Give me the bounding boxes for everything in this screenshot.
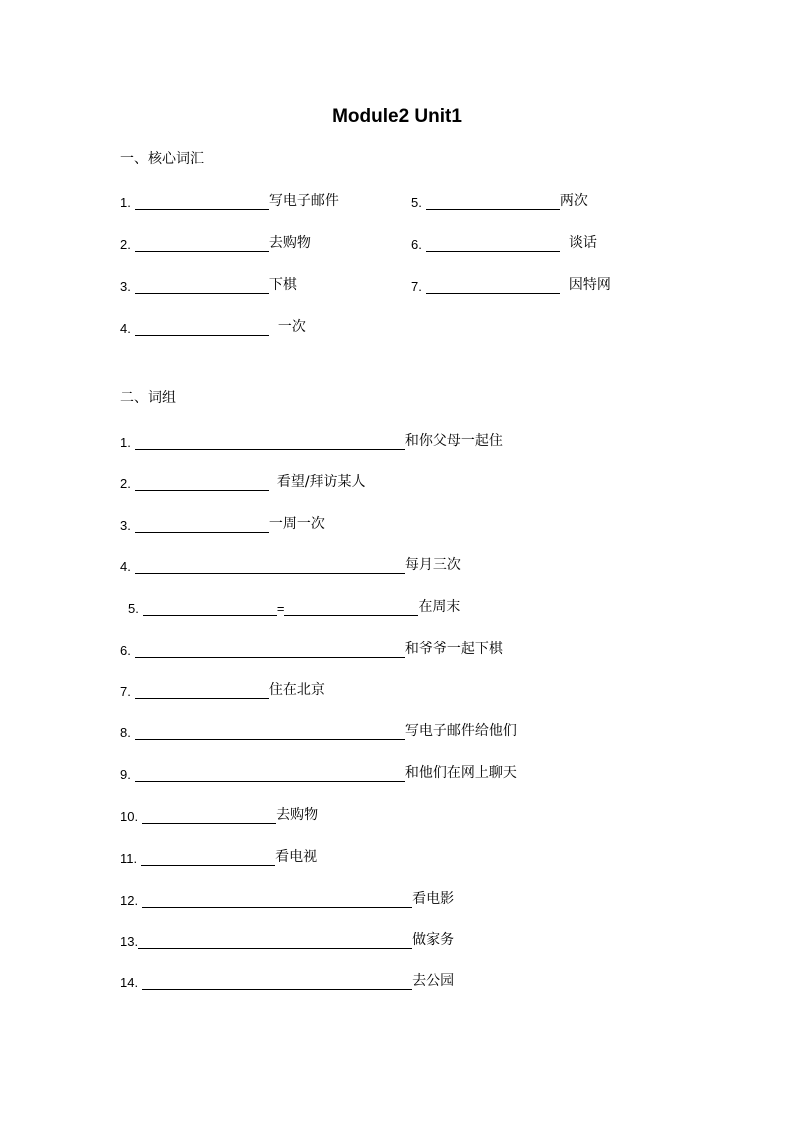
phrase-item-9: [120, 762, 517, 784]
item-prompt: 每月三次: [404, 557, 461, 573]
item-number: 10.: [120, 809, 139, 824]
phrase-item-14: [120, 970, 454, 992]
item-number: 6.: [411, 237, 422, 252]
item-prompt: 下棋: [268, 277, 297, 293]
item-prompt: 去购物: [276, 807, 319, 823]
phrase-item-1: [120, 430, 503, 452]
item-prompt: 写电子邮件给他们: [404, 723, 517, 739]
phrase-item-6: [120, 638, 503, 660]
item-number: 3.: [120, 518, 131, 533]
item-number: 1.: [120, 435, 131, 450]
item-number: 4.: [120, 321, 131, 336]
item-prompt: 去购物: [268, 235, 311, 251]
answer-blank[interactable]: [142, 809, 276, 824]
phrase-item-5: [128, 596, 460, 618]
answer-blank-alt[interactable]: [284, 601, 418, 616]
section-heading-phrases: 二、词组: [120, 390, 176, 406]
phrase-item-13: [120, 929, 454, 951]
item-number: 2.: [120, 476, 131, 491]
item-prompt: 一次: [277, 319, 306, 335]
equals-sign: =: [276, 601, 285, 616]
answer-blank[interactable]: [135, 559, 405, 574]
item-prompt: 在周末: [418, 599, 461, 615]
item-prompt: 看电视: [275, 849, 318, 865]
phrase-item-12: [120, 888, 454, 910]
answer-blank[interactable]: [426, 195, 560, 210]
answer-blank[interactable]: [135, 518, 269, 533]
vocab-item-4: [120, 316, 306, 338]
item-number: 14.: [120, 975, 139, 990]
item-prompt: 和你父母一起住: [404, 433, 503, 449]
answer-blank[interactable]: [142, 975, 412, 990]
vocab-item-3: [120, 274, 297, 296]
answer-blank[interactable]: [135, 725, 405, 740]
answer-blank[interactable]: [135, 684, 269, 699]
item-prompt: 做家务: [412, 932, 455, 948]
item-number: 3.: [120, 279, 131, 294]
item-number: 13.: [120, 934, 139, 949]
answer-blank[interactable]: [135, 321, 269, 336]
item-prompt: 因特网: [568, 277, 611, 293]
answer-blank[interactable]: [135, 279, 269, 294]
item-number: 5.: [411, 195, 422, 210]
item-prompt: 两次: [559, 193, 588, 209]
phrase-item-3: [120, 513, 325, 535]
item-number: 7.: [120, 684, 131, 699]
phrase-item-8: [120, 720, 517, 742]
answer-blank[interactable]: [135, 435, 405, 450]
phrase-item-4: [120, 554, 461, 576]
section-heading-vocabulary: 一、核心词汇: [120, 151, 204, 167]
item-prompt: 和他们在网上聊天: [404, 765, 517, 781]
item-number: 7.: [411, 279, 422, 294]
answer-blank[interactable]: [143, 601, 277, 616]
phrase-item-11: [120, 846, 317, 868]
vocab-item-5: [411, 190, 588, 212]
item-number: 6.: [120, 643, 131, 658]
item-number: 11.: [120, 851, 138, 866]
vocab-item-1: [120, 190, 339, 212]
item-prompt: 写电子邮件: [268, 193, 339, 209]
answer-blank[interactable]: [141, 851, 275, 866]
answer-blank[interactable]: [138, 934, 412, 949]
item-number: 9.: [120, 767, 131, 782]
item-prompt: 谈话: [568, 235, 597, 251]
answer-blank[interactable]: [135, 767, 405, 782]
answer-blank[interactable]: [135, 195, 269, 210]
answer-blank[interactable]: [142, 893, 412, 908]
item-prompt: 住在北京: [268, 682, 325, 698]
item-number: 1.: [120, 195, 131, 210]
phrase-item-7: [120, 679, 325, 701]
item-number: 8.: [120, 725, 131, 740]
answer-blank[interactable]: [426, 279, 560, 294]
vocab-item-2: [120, 232, 311, 254]
item-prompt: 看电影: [412, 891, 455, 907]
item-prompt: 和爷爷一起下棋: [404, 641, 503, 657]
item-number: 12.: [120, 893, 139, 908]
page-title: Module2 Unit1: [332, 106, 462, 127]
item-number: 4.: [120, 559, 131, 574]
item-number: 5.: [128, 601, 139, 616]
item-prompt: 去公园: [412, 973, 455, 989]
answer-blank[interactable]: [135, 237, 269, 252]
item-prompt: 一周一次: [268, 516, 325, 532]
answer-blank[interactable]: [135, 476, 269, 491]
item-number: 2.: [120, 237, 131, 252]
vocab-item-7: [411, 274, 611, 296]
answer-blank[interactable]: [426, 237, 560, 252]
phrase-item-2: [120, 471, 366, 493]
item-prompt: 看望/拜访某人: [276, 474, 366, 490]
answer-blank[interactable]: [135, 643, 405, 658]
vocab-item-6: [411, 232, 597, 254]
phrase-item-10: [120, 804, 318, 826]
